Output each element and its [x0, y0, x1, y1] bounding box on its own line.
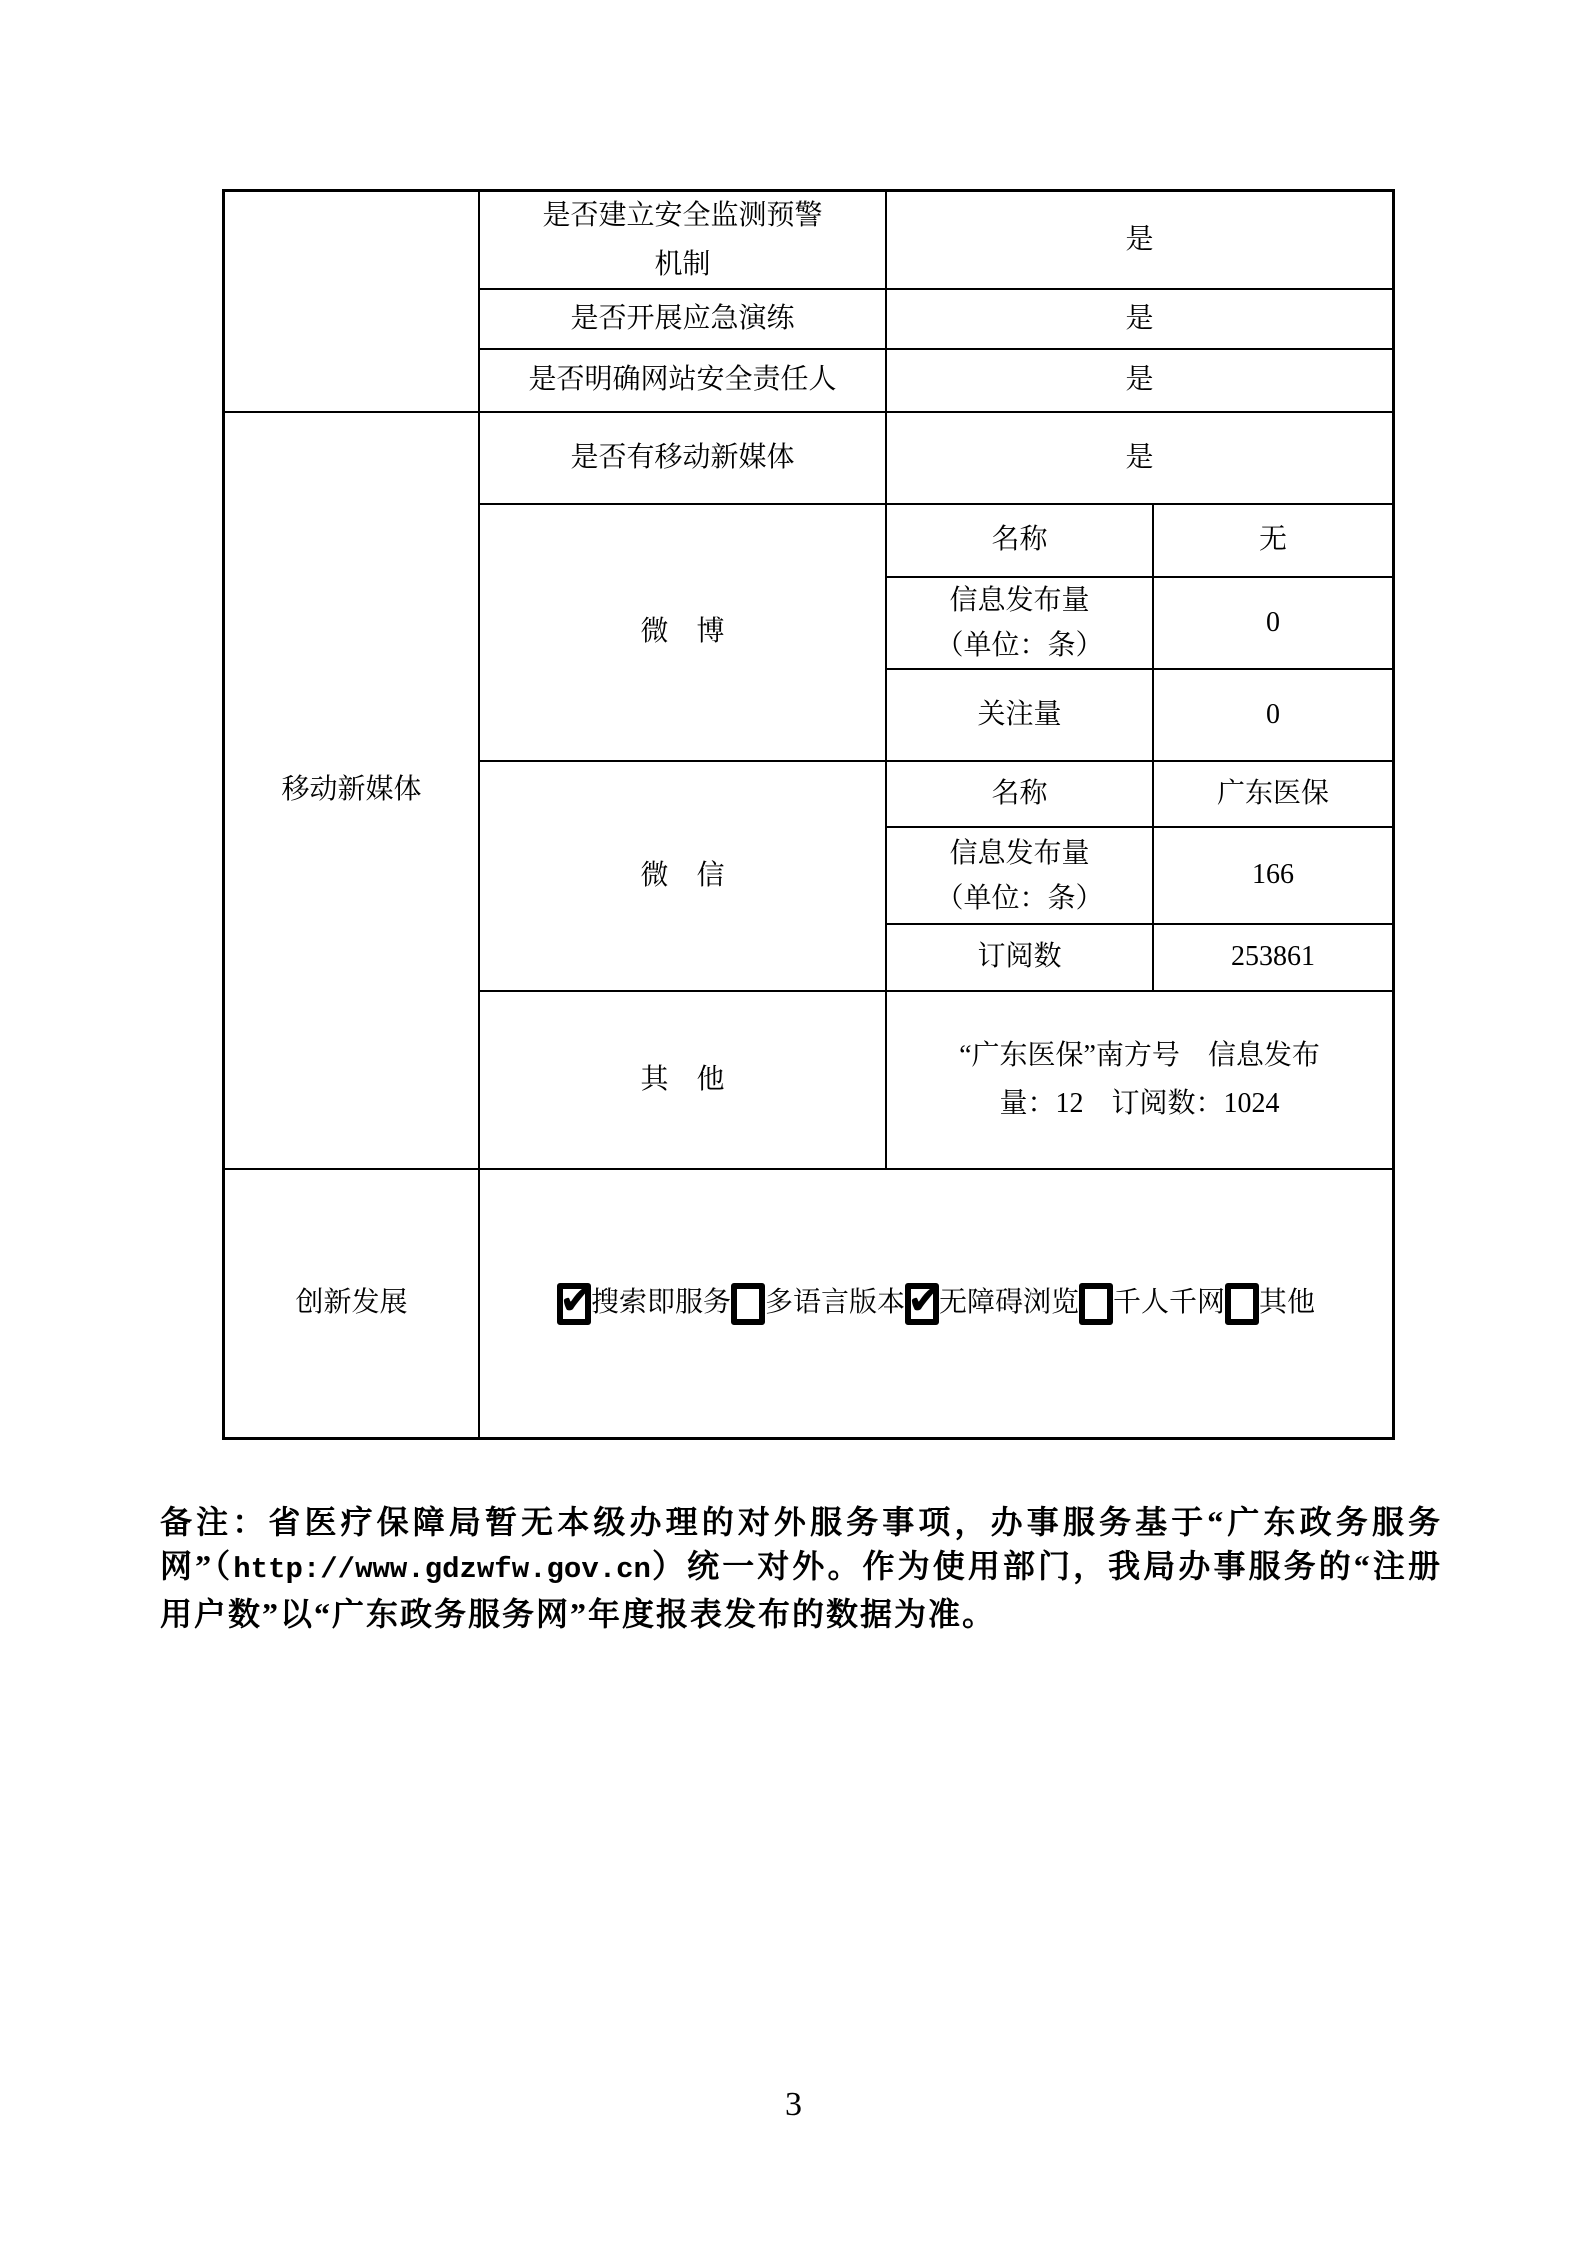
checkbox-accessibility-icon [905, 1283, 939, 1325]
option-search-as-service [557, 1283, 731, 1325]
checkbox-other-icon [1225, 1283, 1259, 1325]
checkbox-search-as-service-icon [557, 1283, 591, 1325]
wechat-name-label: 名称 [887, 762, 1154, 828]
weibo-name-value: 无 [1154, 505, 1392, 578]
weibo-posts-label-line2: （单位：条） [935, 630, 1104, 661]
weibo-posts-label-line1: 信息发布量 [949, 585, 1090, 616]
weibo-followers-value: 0 [1154, 670, 1392, 762]
security-question-drill: 是否开展应急演练 [480, 290, 887, 350]
other-media-label: 其 他 [480, 992, 887, 1170]
weibo-posts-label [887, 578, 1154, 670]
checkbox-multilingual-icon [731, 1283, 765, 1325]
checkbox-personalized-label: 千人千网 [1113, 1287, 1226, 1319]
checkbox-multilingual-label: 多语言版本 [764, 1287, 905, 1319]
security-question-monitoring: 是否建立安全监测预警机制 [480, 192, 887, 290]
wechat-name-value: 广东医保 [1154, 762, 1392, 828]
checkbox-other-label: 其他 [1259, 1287, 1316, 1319]
checkbox-personalized-icon [1079, 1283, 1113, 1325]
security-question-responsible-person: 是否明确网站安全责任人 [480, 350, 887, 413]
has-mobile-media-question: 是否有移动新媒体 [480, 413, 887, 505]
footnote [160, 1500, 1442, 1636]
option-personalized [1079, 1283, 1225, 1325]
checkbox-search-as-service-label: 搜索即服务 [590, 1287, 731, 1319]
security-answer-monitoring: 是 [887, 192, 1392, 290]
wechat-subscribers-value: 253861 [1154, 925, 1392, 992]
innovation-section-label: 创新发展 [225, 1170, 480, 1437]
wechat-posts-value: 166 [1154, 828, 1392, 925]
wechat-posts-label [887, 828, 1154, 925]
footnote-part2: ）统一对外。作为使用部门，我局办事服务的“注册用户数”以“广东政务服务网”年度报表发布的数据为准。 [160, 1548, 1442, 1632]
weibo-posts-value: 0 [1154, 578, 1392, 670]
other-media-value: “广东医保”南方号 信息发布量：12 订阅数：1024 [887, 992, 1392, 1170]
security-answer-drill: 是 [887, 290, 1392, 350]
option-other [1225, 1283, 1315, 1325]
wechat-label: 微 信 [480, 762, 887, 992]
footnote-part1: 备注：省医疗保障局暂无本级办理的对外服务事项，办事服务基于“广东政务服务网”（ [160, 1504, 1442, 1584]
mobile-media-section-label: 移动新媒体 [225, 413, 480, 1170]
wechat-subscribers-label: 订阅数 [887, 925, 1154, 992]
report-table [222, 189, 1395, 1440]
option-multilingual [731, 1283, 905, 1325]
has-mobile-media-answer: 是 [887, 413, 1392, 505]
innovation-options-row [480, 1283, 1392, 1325]
section-spacer-cell [225, 192, 480, 413]
option-accessibility [905, 1283, 1079, 1325]
innovation-options-cell [480, 1170, 1392, 1437]
weibo-followers-label: 关注量 [887, 670, 1154, 762]
security-answer-responsible-person: 是 [887, 350, 1392, 413]
wechat-posts-label-line1: 信息发布量 [949, 837, 1090, 869]
weibo-name-label: 名称 [887, 505, 1154, 578]
checkbox-accessibility-label: 无障碍浏览 [938, 1287, 1079, 1319]
wechat-posts-label-line2: （单位：条） [935, 882, 1104, 914]
footnote-url: http://www.gdzwfw.gov.cn [233, 1553, 651, 1586]
page-number: 3 [785, 2086, 802, 2123]
weibo-label: 微 博 [480, 505, 887, 762]
